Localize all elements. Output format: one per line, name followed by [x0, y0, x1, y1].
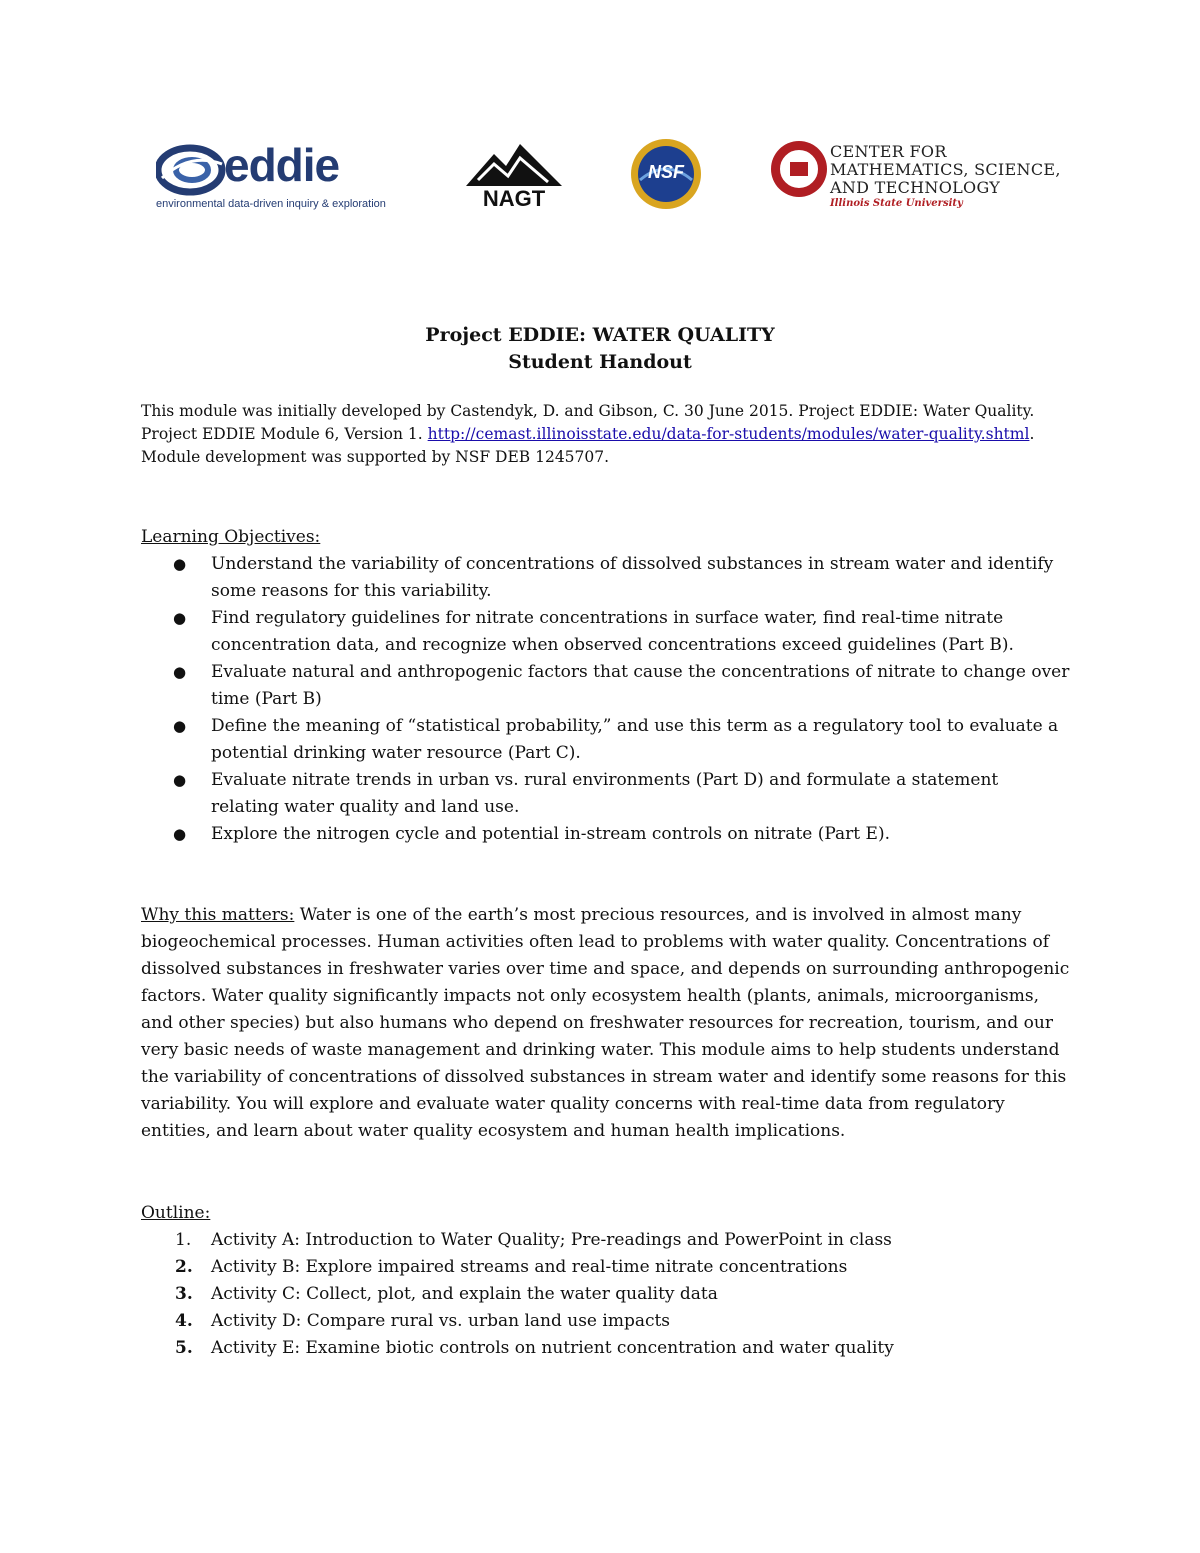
outline-heading: Outline:: [141, 1203, 211, 1223]
university-seal-icon: [770, 140, 828, 198]
objective-text: Define the meaning of “statistical probability,” and use this term as a regulatory tool to evaluate a potential drinking water resource (Part C).: [211, 716, 1059, 763]
cemast-logo: [770, 138, 1062, 214]
list-item: [141, 659, 1071, 713]
nsf-wordmark: NSF: [648, 162, 684, 182]
objective-text: Explore the nitrogen cycle and potential in-stream controls on nitrate (Part E).: [211, 824, 890, 844]
objective-text: Find regulatory guidelines for nitrate concentrations in surface water, find real-time nitrate concentration data, and recognize when observed concentrations exceed guidelines (Part B).: [211, 608, 1014, 655]
activity-text: Activity A: Introduction to Water Quality; Pre-readings and PowerPoint in class: [211, 1230, 892, 1250]
bullet-icon: ●: [173, 717, 187, 735]
citation-text: This module was initially developed by Castendyk, D. and Gibson, C. 30 June 2015. Project EDDIE: Water Quality. Project EDDIE Module 6, Version 1.: [141, 402, 1035, 443]
objectives-list: [141, 551, 1071, 848]
item-number: 2.: [175, 1257, 193, 1277]
citation-period: .: [1029, 425, 1035, 443]
why-body: Water is one of the earth’s most precious resources, and is involved in almost many biogeochemical processes. Human activities often lead to problems with water quality. Concentrations of dissolved substances in freshwater varies over time and space, and depends on surrounding anthropogenic factors. Water quality significantly impacts not only ecosystem health (plants, animals, microorganisms, and other species) but also humans who depend on freshwater resources for recreation, tourism, and our very basic needs of waste management and drinking water. This module aims to help students understand the variability of concentrations of dissolved substances in stream water and identify some reasons for this variability. You will explore and evaluate water quality concerns with real-time data from regulatory entities, and learn about water quality ecosystem and human health implications.: [141, 905, 1070, 1141]
list-item: [141, 1308, 1071, 1335]
activity-text: Activity D: Compare rural vs. urban land use impacts: [211, 1311, 671, 1331]
objective-text: Understand the variability of concentrations of dissolved substances in stream water and identify some reasons for this variability.: [211, 554, 1054, 601]
item-number: 4.: [175, 1311, 193, 1331]
objectives-heading: Learning Objectives:: [141, 527, 321, 547]
nagt-logo: [464, 140, 564, 214]
activity-text: Activity E: Examine biotic controls on nutrient concentration and water quality: [211, 1338, 894, 1358]
list-item: [141, 1254, 1071, 1281]
cemast-university: Illinois State University: [830, 198, 963, 209]
bullet-icon: ●: [173, 555, 187, 573]
title-line-1: Project EDDIE: WATER QUALITY: [425, 324, 775, 346]
list-item: [141, 1335, 1071, 1362]
list-item: [141, 713, 1071, 767]
document-title: [0, 322, 1200, 376]
eddie-swirl-icon: [156, 142, 226, 198]
activity-text: Activity B: Explore impaired streams and real-time nitrate concentrations: [211, 1257, 848, 1277]
item-number: 5.: [175, 1338, 193, 1358]
list-item: [141, 605, 1071, 659]
activity-text: Activity C: Collect, plot, and explain the water quality data: [211, 1284, 718, 1304]
cemast-line-3: AND TECHNOLOGY: [830, 178, 1001, 197]
cemast-line-2: MATHEMATICS, SCIENCE,: [830, 160, 1061, 179]
bullet-icon: ●: [173, 771, 187, 789]
item-number: 3.: [175, 1284, 193, 1304]
why-this-matters: [141, 902, 1071, 1145]
nagt-wordmark: NAGT: [482, 186, 546, 211]
bullet-icon: ●: [173, 825, 187, 843]
bullet-icon: ●: [173, 663, 187, 681]
list-item: [141, 1281, 1071, 1308]
why-heading: Why this matters:: [141, 905, 295, 925]
title-line-2: Student Handout: [508, 351, 692, 373]
list-item: [141, 767, 1071, 821]
outline-section: [141, 1200, 1071, 1362]
logo-row: [150, 138, 1060, 218]
bullet-icon: ●: [173, 609, 187, 627]
eddie-wordmark: eddie: [224, 139, 340, 191]
list-item: [141, 821, 1071, 848]
list-item: [141, 1227, 1071, 1254]
learning-objectives: [141, 524, 1071, 848]
objective-text: Evaluate natural and anthropogenic factors that cause the concentrations of nitrate to change over time (Part B): [211, 662, 1070, 709]
module-link[interactable]: http://cemast.illinoisstate.edu/data-for-students/modules/water-quality.shtml: [427, 425, 1030, 443]
mountain-icon: [464, 140, 564, 188]
list-item: [141, 551, 1071, 605]
eddie-logo: [156, 139, 386, 214]
citation-support: Module development was supported by NSF DEB 1245707.: [141, 448, 610, 466]
outline-list: [141, 1227, 1071, 1362]
citation-paragraph: [141, 400, 1071, 469]
nsf-logo: [630, 138, 702, 210]
objective-text: Evaluate nitrate trends in urban vs. rural environments (Part D) and formulate a statement relating water quality and land use.: [211, 770, 999, 817]
cemast-line-1: CENTER FOR: [830, 142, 947, 161]
item-number: 1.: [175, 1230, 192, 1250]
eddie-tagline: environmental data-driven inquiry & exploration: [156, 198, 386, 210]
